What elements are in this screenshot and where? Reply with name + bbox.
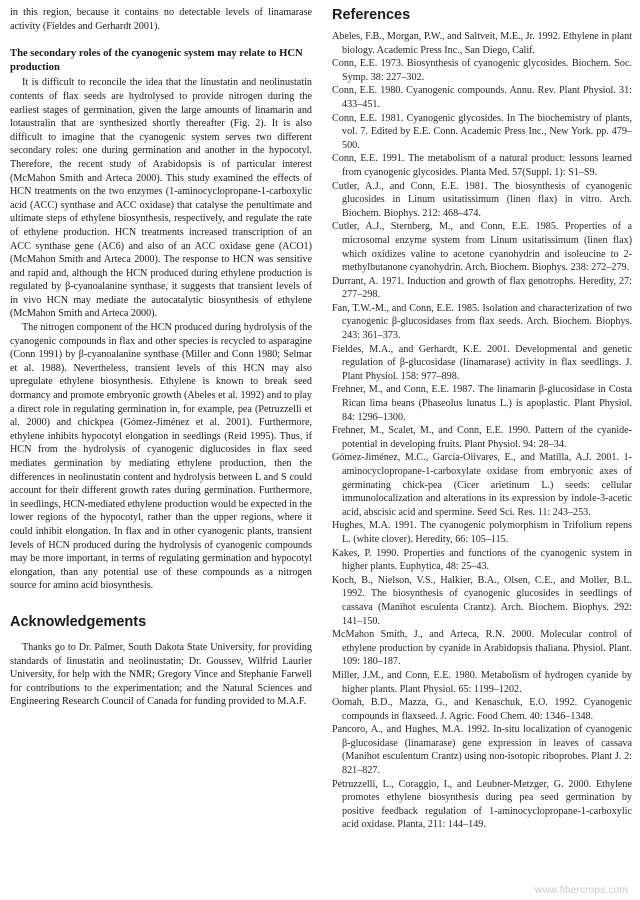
acknowledgements-text: Thanks go to Dr. Palmer, South Dakota State University, for providing standards of linustatin and neolinustatin; Dr. Goussev, Wilfrid Laurier University, for help with the NMR; Gregory Vince and Stephanie Farwell for contributions to the experimentation; and the Natural Sciences and Engineering Research Council of Canada for funding provided to M.A.F. <box>10 641 312 708</box>
reference-item: Conn, E.E. 1991. The metabolism of a natural product: lessons learned from cyanogenic glycosides. Planta Med. 57(Suppl. 1): S1–S9. <box>332 153 632 178</box>
reference-item: Conn, E.E. 1973. Biosynthesis of cyanogenic glycosides. Biochem. Soc. Symp. 38: 227–302. <box>332 58 632 83</box>
left-column <box>10 6 312 709</box>
reference-item: Hughes, M.A. 1991. The cyanogenic polymorphism in Trifolium repens L. (white clover). Heredity, 66: 105–115. <box>332 520 632 545</box>
reference-item: Oomah, B.D., Mazza, G., and Kenaschuk, E.O. 1992. Cyanogenic compounds in flaxseed. J. Agric. Food Chem. 40: 1346–1348. <box>332 697 632 722</box>
references-column <box>332 6 632 832</box>
section-title: The secondary roles of the cyanogenic system may relate to HCN production <box>10 48 303 73</box>
reference-item: Pancoro, A., and Hughes, M.A. 1992. In-situ localization of cyanogenic β-glucosidase (linamarase) gene expression in leaves of cassava (Manihot esculentum Crantz) using non-isotopic riboprobes. Plant J. 2: 821–827. <box>332 724 632 777</box>
intro-paragraph: in this region, because it contains no detectable levels of linamarase activity (Fieldes and Gerhardt 2001). <box>10 7 312 32</box>
reference-item: Petruzzelli, L., Coraggio, I., and Leubner-Metzger, G. 2000. Ethylene promotes ethylene biosynthesis during pea seed germination by positive feedback regulation of 1-aminocyclopropane-1-carboxylic acid oxidase. Planta, 211: 144–149. <box>332 778 632 831</box>
reference-item: McMahon Smith, J., and Arteca, R.N. 2000. Molecular control of ethylene production by cyanide in Arabidopsis thaliana. Physiol. Plant. 109: 180–187. <box>332 629 632 668</box>
reference-item: Koch, B., Nielson, V.S., Halkier, B.A., Olsen, C.E., and Moller, B.L. 1992. The biosynthesis of cyanogenic glucosides in seedlings of cassava (Manihot esculenta Crantz). Arch. Biochem. Biophys. 292: 141–150. <box>332 574 632 627</box>
reference-item: Miller, J.M., and Conn, E.E. 1980. Metabolism of hydrogen cyanide by higher plants. Plant Physiol. 65: 1199–1202. <box>332 669 632 695</box>
reference-item: Conn, E.E. 1981. Cyanogenic glycosides. In The biochemistry of plants, vol. 7. Edited by E.E. Conn. Academic Press Inc., New York. pp. 479–500. <box>332 112 632 151</box>
reference-item: Fan, T.W.-M., and Conn, E.E. 1985. Isolation and characterization of two cyanogenic β-glucosidases from flax seeds. Arch. Biochem. Biophys. 243: 361–373. <box>332 302 632 342</box>
reference-item: Gómez-Jiménez, M.C., García-Olivares, E., and Matilla, A.J. 2001. 1-aminocyclopropane-1-carboxylate oxidase from embryonic axes of germinating chick-pea (Cicer arietinum L.) seeds: cellular immunolocalization and alterations in its expression by indole-3-acetic acid, abscisic acid and spermine. Seed Sci. Res. 11: 243–253. <box>332 452 632 518</box>
reference-item: Abeles, F.B., Morgan, P.W., and Saltveit, M.E., Jr. 1992. Ethylene in plant biology. Academic Press Inc., San Diego, Calif. <box>332 31 632 56</box>
reference-item: Conn, E.E. 1980. Cyanogenic compounds. Annu. Rev. Plant Physiol. 31: 433–451. <box>332 85 632 110</box>
body-paragraph-1: It is difficult to reconcile the idea that the linustatin and neolinustatin contents of flax seeds are hydrolysed to provide nitrogen during the earliest stages of germination, given the large amounts of linamarin and lotaustralin that are synthesized shortly thereafter (Fig. 2). It is also difficult to imagine that the cyanogenic system serves two different secondary roles: one during germination and another in the hypocotyl. Therefore, the recent study of Arabidopsis is of particular interest (McMahon Smith and Arteca 2000). This study examined the effects of HCN treatments on the two enzymes (1-aminocyclopropane-1-carboxylic acid (ACC) synthase and ACC oxidase) that catalyse the penultimate and ultimate steps of ethylene biosynthesis, respectively, and regulate the rate of ethylene production. HCN treatments increased transcription of an ACC synthase gene (AC6) and also of an ACC oxidase gene (ACO1) (McMahon Smith and Arteca 2000). The response to HCN was sensitive and rapid and, although the HCN produced during ethylene production is regulated by β-cyanoalanine synthase, it suggests that transient levels of in vivo HCN may mediate the autocatalytic biosynthesis of ethylene (McMahon Smith and Arteca 2000). <box>10 77 312 320</box>
reference-item: Frehner, M., Scalet, M., and Conn, E.E. 1990. Pattern of the cyanide-potential in developing fruits. Plant Physiol. 94: 28–34. <box>332 425 632 450</box>
body-paragraph-2: The nitrogen component of the HCN produced during hydrolysis of the cyanogenic compounds in flax and other species is recycled to asparagine (Conn 1991) by β-cyanoalanine synthase (Miller and Conn 1980; Selmar et al. 1988). Nevertheless, transient levels of this HCN may also upregulate ethylene biosynthesis. Ethylene is known to break seed dormancy and promote embryonic growth (Abeles et al. 1992) and to play a direct role in regulating germination in, for example, pea (Petruzzelli et al. 2000) and chickpea (Gómez-Jiménez et al. 2001). Furthermore, ethylene inhibits hypocotyl elongation in seedlings (Reid 1995). Thus, if HCN from the hydrolysis of cyanogenic diglucosides in flax seed mediates germination by mediating ethylene production, then the differences in neolinustatin content and hydrolysis between L and S could account for their different growth rates during germination. Furthermore, in seedlings, HCN-mediated ethylene production would be expected in the lower regions of the hypocotyl, rather than the upper regions, where it could inhibit elongation. In flax and in other cyanogenic plants, transient levels of HCN produced during the hydrolysis of cyanogenic compounds may be more important, in terms of regulating germination and hypocotyl elongation, than any potential use of these compounds as a nitrogen source for amino acid biosynthesis. <box>10 322 312 592</box>
reference-item: Frehner, M., and Conn, E.E. 1987. The linamarin β-glucosidase in Costa Rican lima beans (Phaseolus lunatus L.) is apoplastic. Plant Physiol. 84: 1296–1300. <box>332 384 632 423</box>
reference-item: Kakes, P. 1990. Properties and functions of the cyanogenic system in higher plants. Euphytica, 48: 25–43. <box>332 547 632 573</box>
reference-item: Cutler, A.J., Sternberg, M., and Conn, E.E. 1985. Properties of a microsomal enzyme system from Linum usitatissimum (linen flax) which oxidizes valine to acetone cyanohydrin and isoleucine to 2-methylbutanone cyanohydrin. Arch. Biochem. Biophys. 238: 272–279. <box>332 221 632 274</box>
site-watermark: www.fibercrops.com <box>534 885 628 896</box>
reference-item: Durrant, A. 1971. Induction and growth of flax genotrophs. Heredity, 27: 277–298. <box>332 275 632 301</box>
references-heading: References <box>332 7 411 23</box>
reference-list <box>332 30 632 832</box>
reference-item: Cutler, A.J., and Conn, E.E. 1981. The biosynthesis of cyanogenic glucosides in Linum usitatissimum (linen flax) in vitro. Arch. Biochem. Biophys. 212: 468–474. <box>332 180 632 219</box>
reference-item: Fieldes, M.A., and Gerhardt, K.E. 2001. Developmental and genetic regulation of β-glucosidase (linamarase) activity in flax seedlings. J. Plant Physiol. 158: 977–898. <box>332 343 632 382</box>
acknowledgements-heading: Acknowledgements <box>10 613 147 630</box>
